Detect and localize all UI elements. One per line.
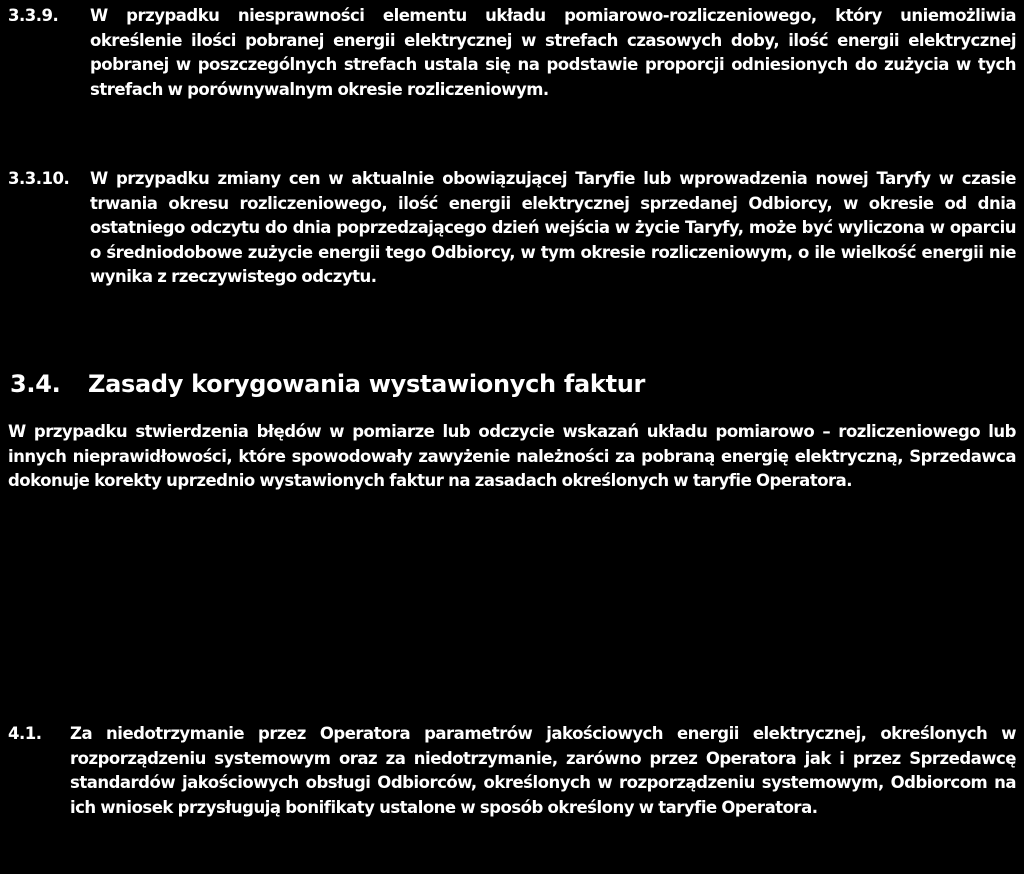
section-4-1: [8, 722, 1016, 870]
section-number: 3.3.10.: [8, 169, 70, 188]
section-text: W przypadku stwierdzenia błędów w pomiarze lub odczycie wskazań układu pomiarowo – rozliczeniowego lub innych nieprawidłowości, które spowodowały zawyżenie należności za pobraną energię elektryczną, Sprzedawca dokonuje korekty uprzednio wystawionych faktur na zasadach określonych w taryfie Operatora.: [8, 422, 1016, 490]
section-number: 3.3.9.: [8, 6, 59, 25]
section-text: Za niedotrzymanie przez Operatora parametrów jakościowych energii elektrycznej, określonych w rozporządzeniu systemowym oraz za niedotrzymanie, zarówno przez Operatora jak i przez Sprzedawcę standardów jakościowych obsługi Odbiorców, określonych w rozporządzeniu systemowym, Odbiorcom na ich wniosek przysługują bonifikaty ustalone w sposób określony w taryfie Operatora.: [70, 724, 1016, 817]
section-text: W przypadku zmiany cen w aktualnie obowiązującej Taryfie lub wprowadzenia nowej Taryfy w czasie trwania okresu rozliczeniowego, ilość energii elektrycznej sprzedanej Odbiorcy, w okresie od dnia ostatniego odczytu do dnia poprzedzającego dzień wejścia w życie Taryfy, może być wyliczona w oparciu o średniodobowe zużycie energii tego Odbiorcy, w tym okresie rozliczeniowym, o ile wielkość energii nie wynika z rzeczywistego odczytu.: [90, 169, 1016, 286]
section-3-3-9: [8, 4, 1016, 144]
section-3-4-body: [8, 420, 1016, 530]
heading-number: 3.4.: [10, 370, 61, 398]
section-3-3-10: [8, 167, 1016, 343]
heading-title: Zasady korygowania wystawionych faktur: [88, 370, 646, 398]
section-heading-3-4: [10, 368, 645, 400]
section-number: 4.1.: [8, 724, 42, 743]
section-text: W przypadku niesprawności elementu układu pomiarowo-rozliczeniowego, który uniemożliwia określenie ilości pobranej energii elektrycznej w strefach czasowych doby, ilość energii elektrycznej pobranej w poszczególnych strefach ustala się na podstawie proporcji odniesionych do zużycia w tych strefach w porównywalnym okresie rozliczeniowym.: [90, 6, 1016, 99]
